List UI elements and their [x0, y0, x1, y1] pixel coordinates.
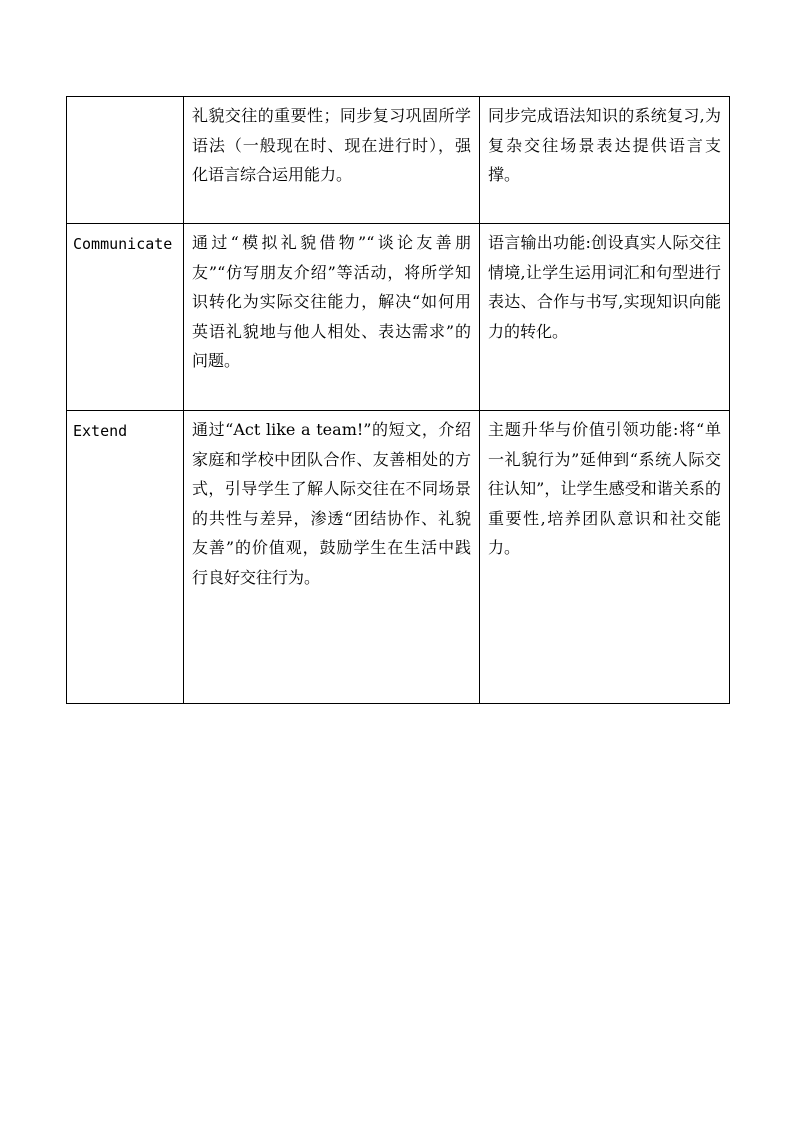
stage-cell — [67, 97, 184, 224]
activity-content-text: 礼貌交往的重要性；同步复习巩固所学语法（一般现在时、现在进行时），强化语言综合运用能力。 — [192, 106, 471, 184]
function-cell — [480, 224, 730, 411]
stage-label — [67, 97, 183, 107]
activity-content-text: 通过“模拟礼貌借物”“谈论友善朋友”“仿写朋友介绍”等活动，将所学知识转化为实际交往能力，解决“如何用英语礼貌地与他人相处、表达需求”的问题。 — [192, 233, 471, 370]
stage-label: Extend — [73, 422, 128, 440]
content-cell — [184, 97, 480, 224]
lesson-design-table — [66, 96, 730, 704]
content-cell — [184, 224, 480, 411]
table-row — [67, 97, 730, 224]
table-row — [67, 224, 730, 411]
content-cell — [184, 411, 480, 704]
function-cell — [480, 97, 730, 224]
activity-content-text: 通过“Act like a team!”的短文，介绍家庭和学校中团队合作、友善相处的方式，引导学生了解人际交往在不同场景的共性与差异，渗透“团结协作、礼貌友善”的价值观，鼓励学生在生活中践行良好交往行为。 — [192, 420, 471, 587]
stage-cell — [67, 411, 184, 704]
stage-cell — [67, 224, 184, 411]
stage-label: Communicate — [73, 235, 173, 253]
function-text: 同步完成语法知识的系统复习,为复杂交往场景表达提供语言支撑。 — [488, 106, 721, 184]
table-row — [67, 411, 730, 704]
function-cell — [480, 411, 730, 704]
function-text: 主题升华与价值引领功能:将“单一礼貌行为”延伸到“系统人际交往认知”，让学生感受和谐关系的重要性,培养团队意识和社交能力。 — [488, 420, 721, 557]
function-text: 语言输出功能:创设真实人际交往情境,让学生运用词汇和句型进行表达、合作与书写,实现知识向能力的转化。 — [488, 233, 721, 341]
